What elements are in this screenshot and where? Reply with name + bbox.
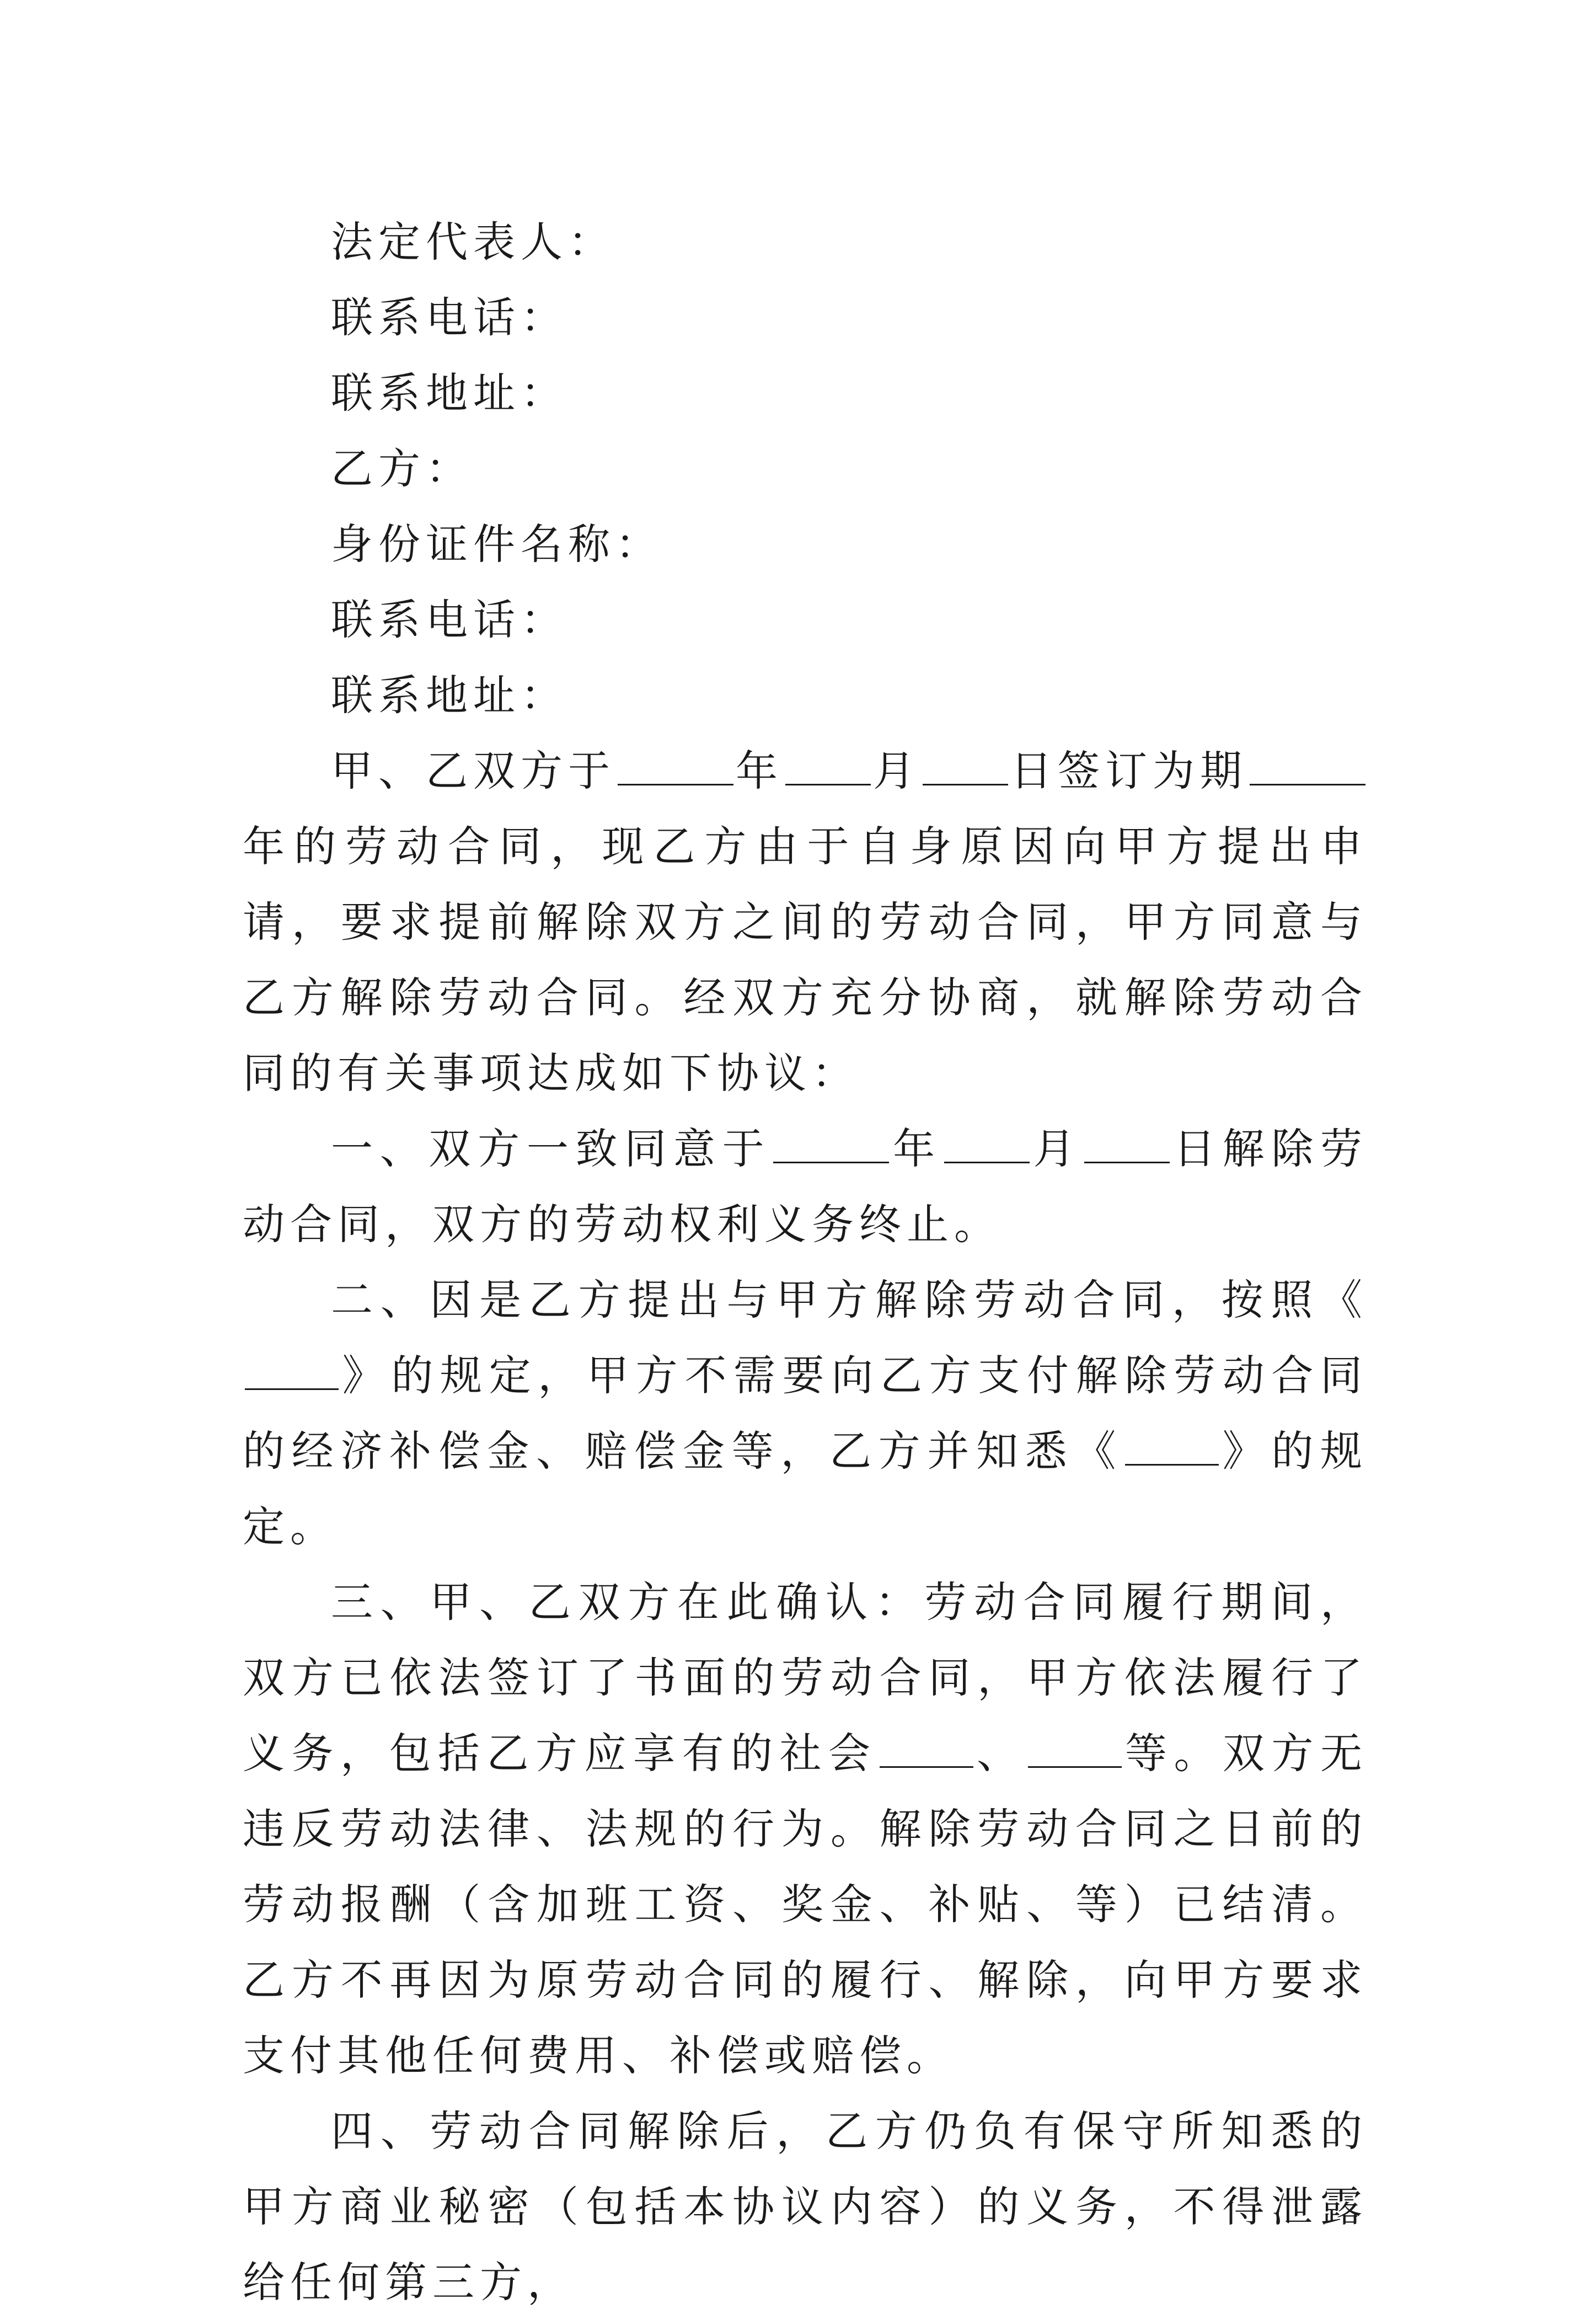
blank-termination-month xyxy=(944,1123,1030,1163)
clause-1-text-3: 月 xyxy=(1031,1124,1083,1173)
blank-social-insurance-2 xyxy=(1028,1728,1122,1768)
field-party-a-phone: 联系电话： xyxy=(331,293,568,342)
field-party-b: 乙方： xyxy=(331,444,473,493)
clause-2-text-1: 二、因是乙方提出与甲方解除劳动合同，按照《 xyxy=(331,1275,1368,1324)
intro-text-2: 年 xyxy=(736,746,783,795)
intro-text-1: 甲、乙双方于 xyxy=(331,746,615,795)
intro-text-3: 月 xyxy=(873,746,920,795)
field-party-a-address: 联系地址： xyxy=(331,368,568,418)
blank-termination-day xyxy=(1084,1123,1170,1163)
blank-sign-year xyxy=(618,745,733,785)
intro-text-4: 日签订为期 xyxy=(1010,746,1247,795)
clause-4-text-1: 四、劳动合同解除后，乙方仍负有保守所知悉的甲方商业秘密（包括本协议内容）的义务，不得泄露给任何第三方， xyxy=(243,2107,1368,2307)
blank-sign-month xyxy=(785,745,871,785)
blank-social-insurance-1 xyxy=(880,1728,973,1768)
blank-sign-day xyxy=(923,745,1008,785)
blank-law-name-2 xyxy=(1125,1425,1219,1466)
clause-3-text-3: 等。双方无违反劳动法律、法规的行为。解除劳动合同之日前的劳动报酬（含加班工资、奖金、补贴、等）已结清。乙方不再因为原劳动合同的履行、解除，向甲方要求支付其他任何费用、补偿或赔偿。 xyxy=(243,1729,1368,2080)
clause-2-text-3: 》的规定。 xyxy=(243,1426,1368,1551)
blank-term-years xyxy=(1250,745,1365,785)
clause-3-text-1: 三、甲、乙双方在此确认：劳动合同履行期间，双方已依法签订了书面的劳动合同，甲方依法履行了义务，包括乙方应享有的社会 xyxy=(243,1578,1368,1778)
intro-text-5: 年的劳动合同，现乙方由于自身原因向甲方提出申请，要求提前解除双方之间的劳动合同，甲方同意与乙方解除劳动合同。经双方充分协商，就解除劳动合同的有关事项达成如下协议： xyxy=(243,822,1368,1098)
clause-3-text-2: 、 xyxy=(975,1729,1026,1778)
field-id-document-name: 身份证件名称： xyxy=(331,520,663,569)
field-party-b-phone: 联系电话： xyxy=(331,595,568,644)
field-party-b-address: 联系地址： xyxy=(331,671,568,720)
clause-4 xyxy=(243,2093,1368,2320)
clause-1-text-2: 年 xyxy=(891,1124,942,1173)
document-body xyxy=(243,204,1368,2320)
clause-1 xyxy=(243,1111,1368,1262)
paragraph-intro xyxy=(243,733,1368,1111)
clause-1-text-4: 日解除劳动合同，双方的劳动权利义务终止。 xyxy=(243,1124,1368,1249)
clause-1-text-1: 一、双方一致同意于 xyxy=(331,1124,772,1173)
clause-2-text-2: 》的规定，甲方不需要向乙方支付解除劳动合同的经济补偿金、赔偿金等，乙方并知悉《 xyxy=(243,1351,1368,1476)
blank-termination-year xyxy=(773,1123,889,1163)
blank-law-name-1 xyxy=(245,1350,339,1390)
clause-2 xyxy=(243,1262,1368,1564)
field-legal-representative: 法定代表人： xyxy=(331,217,615,266)
clause-3 xyxy=(243,1564,1368,2093)
